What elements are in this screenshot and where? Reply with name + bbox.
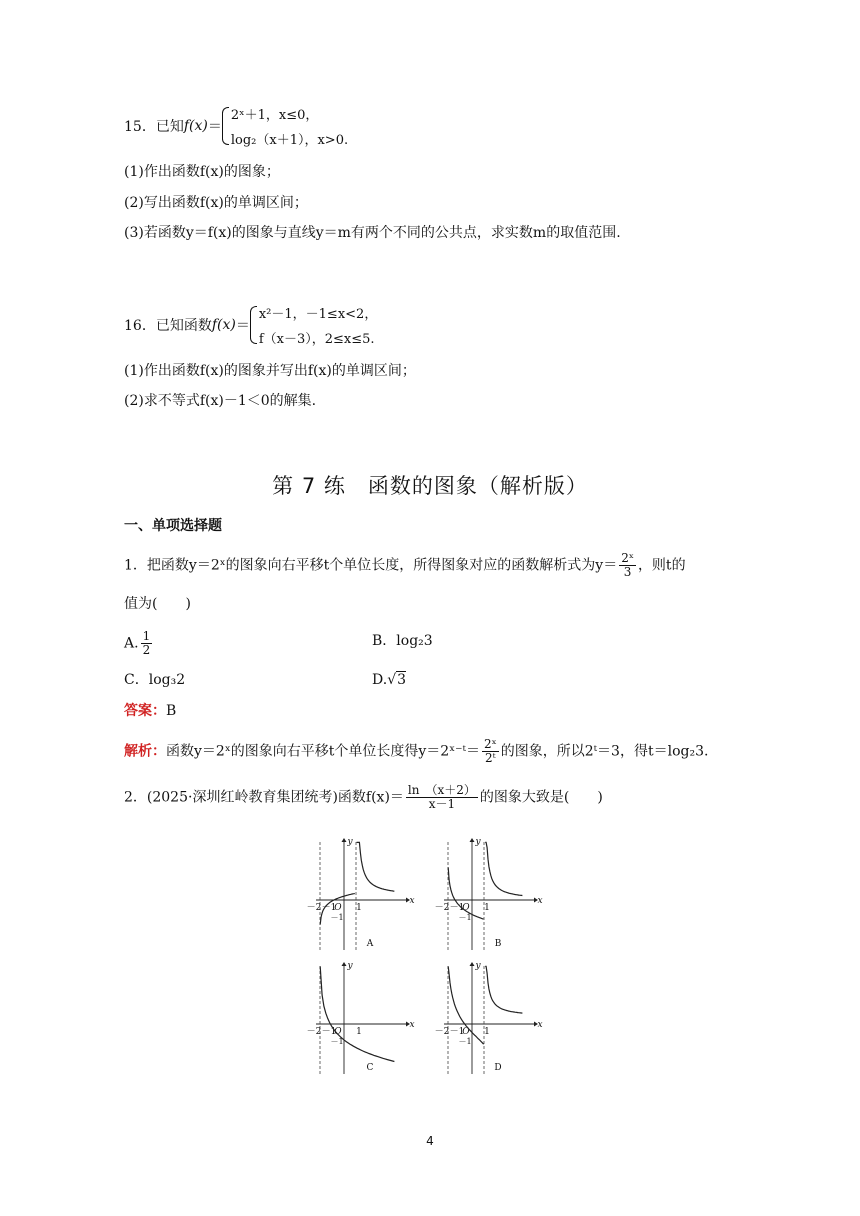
q2-frac-num: ln （x＋2）: [407, 783, 476, 797]
sqrt-icon: √: [387, 672, 397, 688]
tick-1: 1: [484, 903, 490, 913]
origin-label: O: [334, 903, 342, 913]
q2-stem-tail: 的图象大致是( ): [479, 789, 603, 806]
x-axis-label: x: [409, 896, 415, 906]
y-axis-label: y: [347, 961, 353, 971]
page-number: 4: [426, 1134, 434, 1148]
q1-option-a-num: 1: [142, 629, 151, 643]
analysis-text-b: 的图象，所以2ᵗ＝3，得t＝log₂3.: [500, 743, 709, 760]
tick-minus-1: －1: [449, 1027, 465, 1037]
tick-minus-2: －2: [434, 903, 450, 913]
q15-prefix: 15．已知: [124, 119, 184, 135]
tick-1: 1: [484, 1027, 490, 1037]
curve-1: [357, 842, 395, 891]
x-axis-label: x: [537, 1020, 543, 1030]
origin-label: O: [334, 1027, 342, 1037]
graph-caption: D: [494, 1063, 502, 1073]
graph-option-d: [435, 961, 543, 1074]
y-axis-label: y: [475, 837, 481, 847]
y-arrow-icon: [342, 838, 347, 842]
graph-option-b: [435, 837, 543, 950]
analysis-label: 解析：: [124, 743, 166, 760]
graph-caption: C: [366, 1063, 374, 1073]
q2-stem-text: 2．(2025·深圳红岭教育集团统考)函数f(x)＝: [124, 789, 404, 806]
q15-fx: f(x): [183, 118, 208, 134]
answer-label: 答案：: [124, 703, 166, 719]
q1-option-d-value: 3: [397, 672, 407, 688]
x-axis-label: x: [409, 1020, 415, 1030]
origin-label: O: [462, 903, 470, 913]
y-arrow-icon: [470, 962, 475, 966]
q15-part1: (1)作出函数f(x)的图象；: [124, 164, 280, 180]
q1-frac-den: 3: [623, 565, 632, 579]
tick-y-minus-1: －1: [458, 913, 472, 922]
q15-part2: (2)写出函数f(x)的单调区间；: [124, 195, 308, 211]
graph-caption: A: [366, 939, 374, 949]
q15-eq: ＝: [207, 119, 222, 135]
y-axis-label: y: [347, 837, 353, 847]
origin-label: O: [462, 1027, 470, 1037]
q1-option-a-label: A.: [124, 635, 139, 652]
graph-option-a: [307, 837, 415, 950]
tick-minus-1: －1: [321, 903, 337, 913]
tick-minus-1: －1: [449, 903, 465, 913]
analysis-frac-num: 2ˣ: [483, 737, 497, 751]
tick-minus-1: －1: [321, 1027, 337, 1037]
q15-part3: (3)若函数y＝f(x)的图象与直线y＝m有两个不同的公共点，求实数m的取值范围.: [124, 225, 621, 241]
tick-minus-2: －2: [306, 1027, 322, 1037]
q16-case1: x²－1，－1≤x<2，: [258, 307, 378, 322]
q15-case1: 2ˣ＋1，x≤0，: [230, 108, 319, 123]
section-title: 第 7 练 函数的图象（解析版）: [272, 474, 588, 498]
y-axis-label: y: [475, 961, 481, 971]
tick-y-minus-1: －1: [458, 1037, 472, 1046]
q1-option-c: C．log₃2: [124, 672, 186, 688]
tick-1: 1: [356, 1027, 362, 1037]
q16-eq: ＝: [235, 318, 250, 334]
answer-value: B: [166, 703, 177, 719]
q16-case2: f（x－3），2≤x≤5.: [258, 332, 375, 347]
curve-1: [485, 966, 522, 1013]
tick-minus-2: －2: [306, 903, 322, 913]
q15-case2: log₂（x＋1），x>0.: [230, 133, 349, 148]
q2-frac-den: x－1: [428, 797, 456, 811]
section-heading: 一、单项选择题: [124, 518, 222, 534]
tick-minus-2: －2: [434, 1027, 450, 1037]
x-axis-label: x: [537, 896, 543, 906]
q1-option-d-label: D.: [372, 672, 388, 688]
q16-part2: (2)求不等式f(x)－1＜0的解集.: [124, 393, 317, 409]
q1-stem-text: 1．把函数y＝2ˣ的图象向右平移t个单位长度，所得图象对应的函数解析式为y＝: [124, 557, 618, 574]
q1-frac-num: 2ˣ: [621, 551, 634, 565]
y-arrow-icon: [342, 962, 347, 966]
y-arrow-icon: [470, 838, 475, 842]
q16-fx: f(x): [211, 317, 236, 333]
tick-y-minus-1: －1: [330, 1037, 344, 1046]
q1-option-a-den: 2: [142, 643, 151, 657]
curve-1: [485, 842, 522, 895]
q1-option-b: B．log₂3: [372, 633, 433, 649]
q1-stem-line2: 值为( ): [124, 596, 191, 612]
tick-1: 1: [356, 903, 362, 913]
graph-option-c: [307, 961, 415, 1074]
q1-stem-tail: ，则t的: [637, 557, 686, 574]
curve-0: [320, 966, 394, 1061]
analysis-frac-den: 2ᵗ: [485, 751, 496, 765]
q16-part1: (1)作出函数f(x)的图象并写出f(x)的单调区间；: [124, 363, 416, 379]
analysis-text-a: 函数y＝2ˣ的图象向右平移t个单位长度得y＝2ˣ⁻ᵗ＝: [166, 743, 480, 760]
graph-caption: B: [494, 939, 502, 949]
q16-prefix: 16．已知函数: [124, 318, 212, 334]
tick-y-minus-1: －1: [330, 913, 344, 922]
